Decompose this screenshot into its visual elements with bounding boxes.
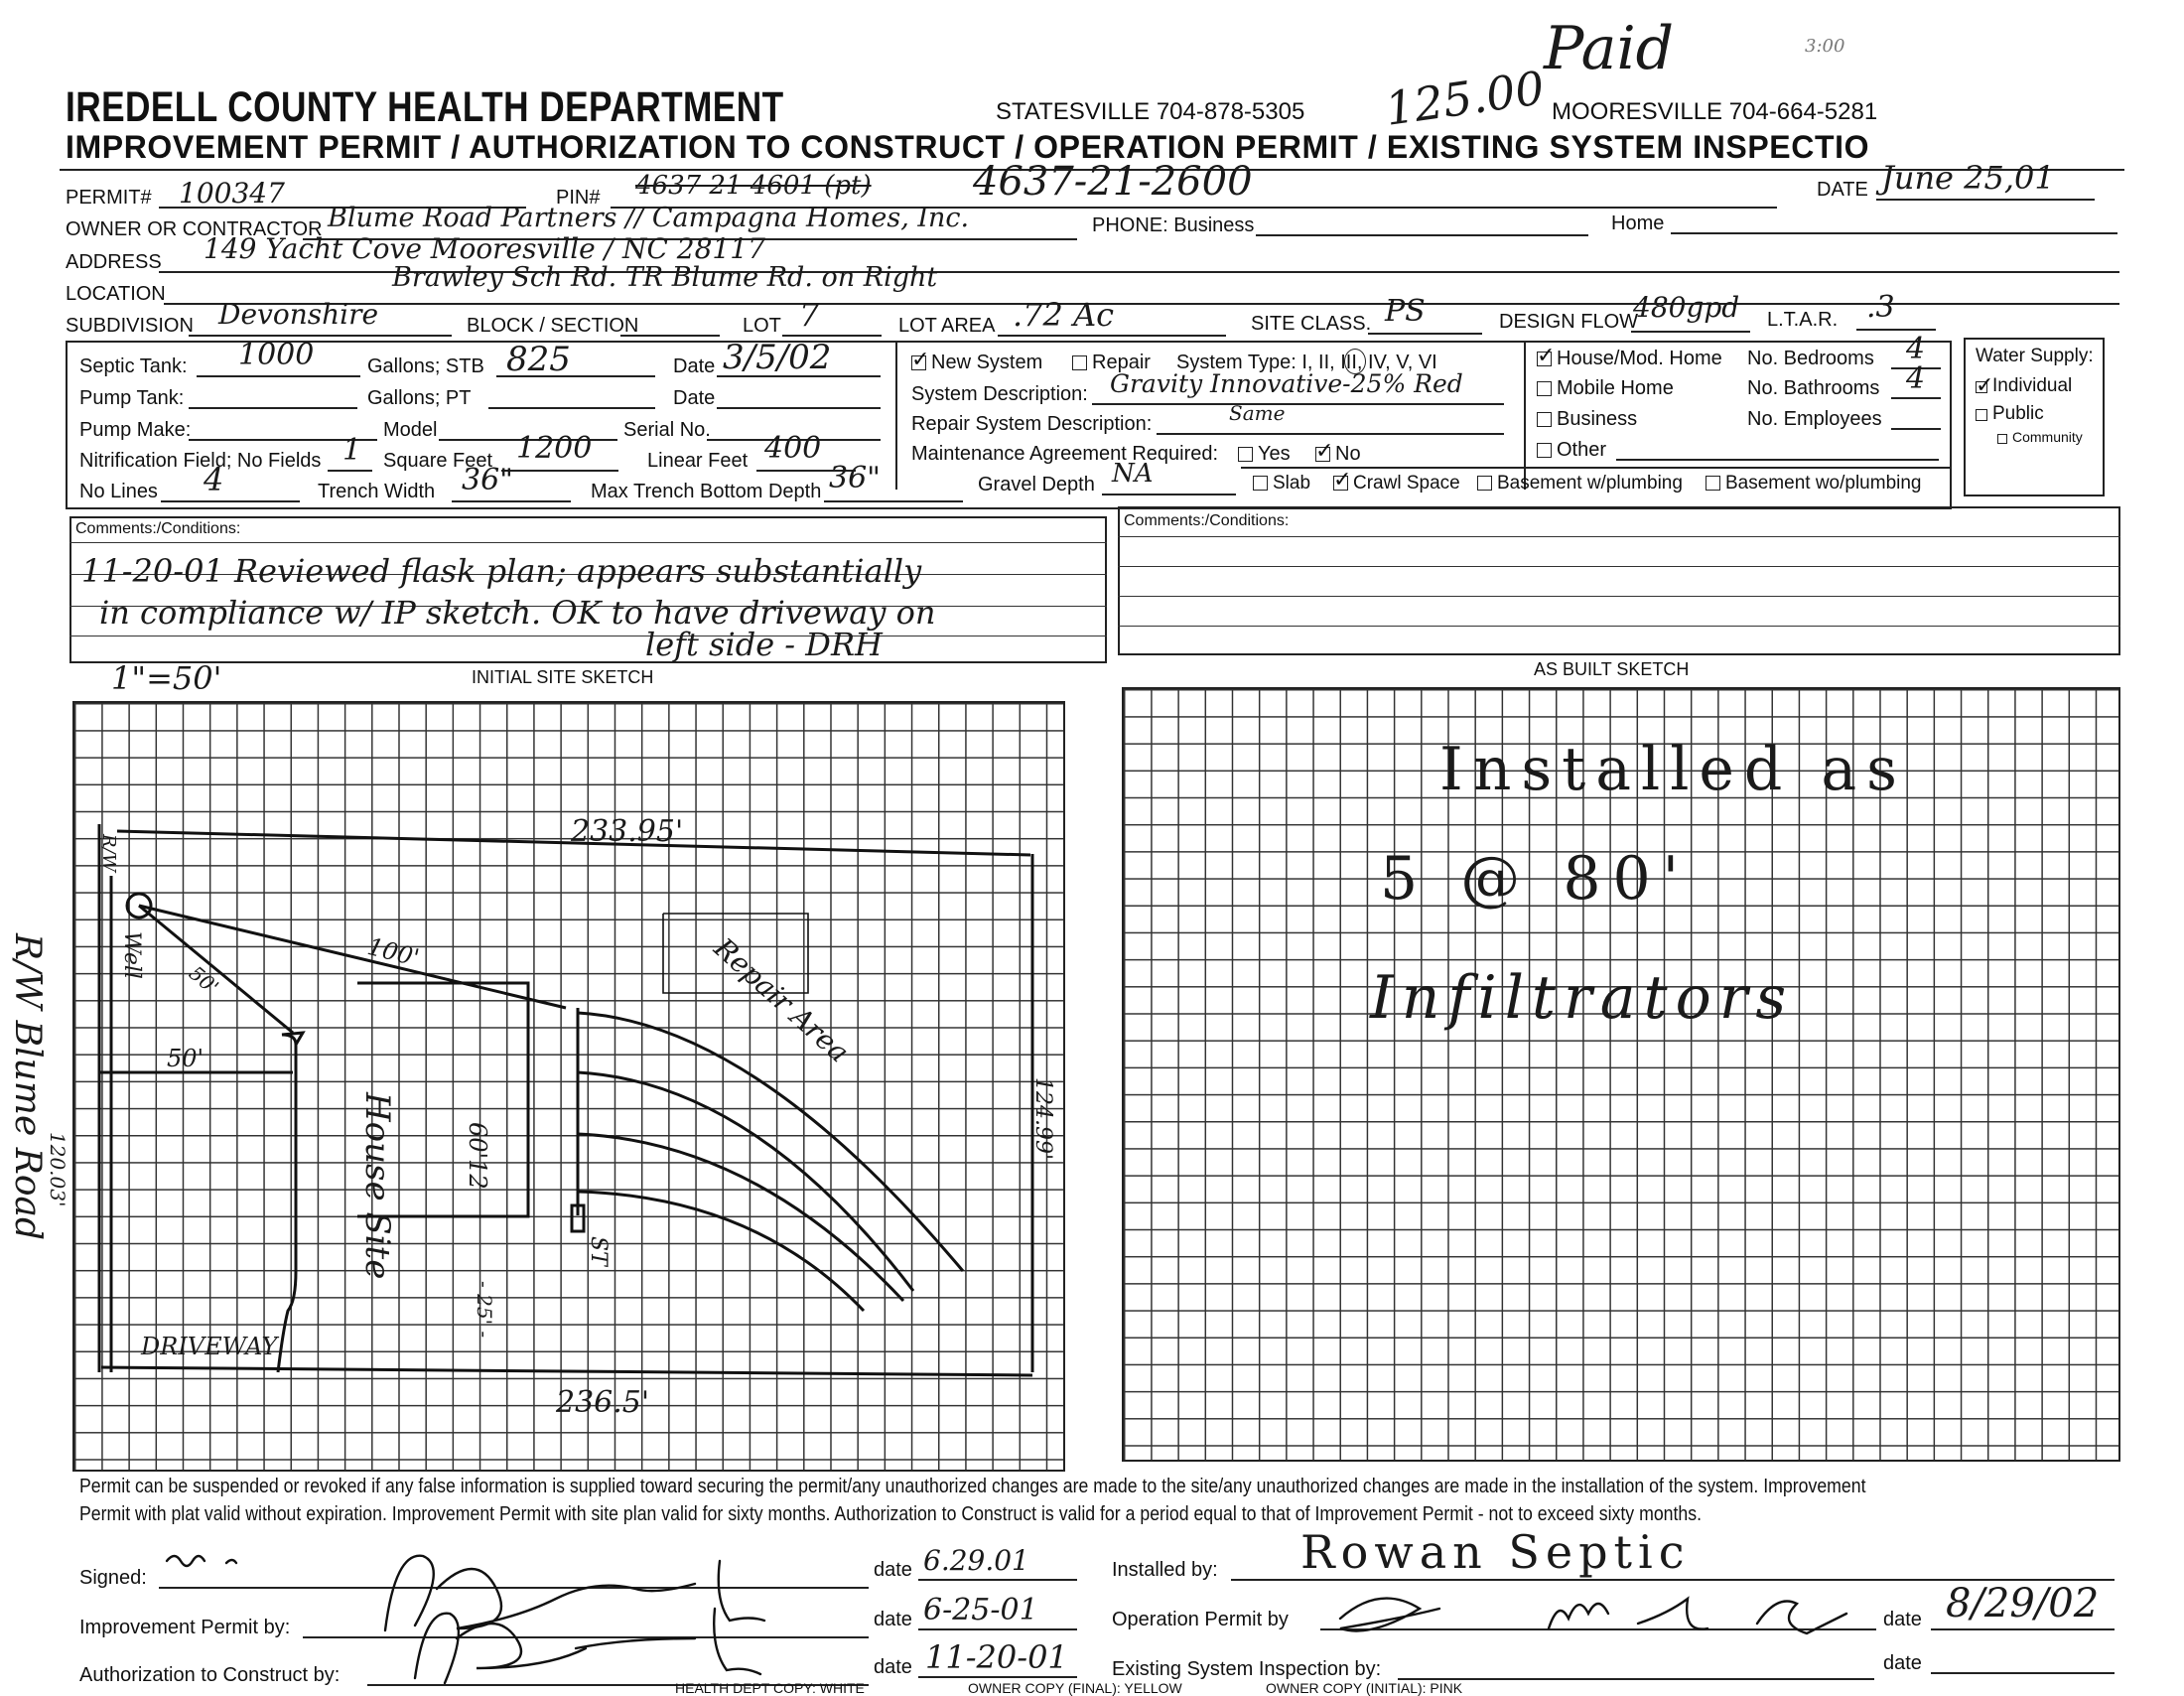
max-depth-label: Max Trench Bottom Depth: [591, 481, 822, 502]
house-option[interactable]: [1537, 348, 1722, 370]
comment-line-3: left side - DRH: [645, 626, 883, 663]
atc-date: 11-20-01: [925, 1638, 1068, 1676]
trench-width-label: Trench Width: [318, 481, 436, 502]
ip-signature: [385, 1556, 764, 1630]
basement-noplumbing-check[interactable]: [1706, 476, 1720, 491]
pin-number: 4637-21-2600: [973, 159, 1253, 205]
phone-home-label: Home: [1611, 212, 1665, 234]
site-class-value: PS: [1385, 294, 1426, 329]
comments-right-label: Comments:/Conditions:: [1124, 512, 1290, 529]
pin-struck-value: 4637 21 4601 (pt): [635, 171, 872, 201]
slab-check[interactable]: [1253, 476, 1268, 491]
basement-plumbing-option[interactable]: [1477, 473, 1683, 495]
as-built-line-3: Infiltrators: [1370, 963, 1795, 1033]
linear-feet-label: Linear Feet: [647, 450, 749, 472]
system-type-label: System Type: I, II, III, IV, V, VI: [1176, 352, 1437, 373]
signed-label: Signed:: [79, 1567, 147, 1589]
basement-noplumbing-option[interactable]: [1706, 473, 1922, 495]
driveway-label: DRIVEWAY: [141, 1333, 278, 1360]
gallons-stb-label: Gallons; STB: [367, 355, 484, 377]
agency-name: IREDELL COUNTY HEALTH DEPARTMENT: [66, 83, 784, 131]
individual-option[interactable]: [1976, 375, 2072, 397]
copy-yellow: OWNER COPY (FINAL): YELLOW: [968, 1680, 1182, 1696]
owner-value: Blume Road Partners // Campagna Homes, Inc.: [328, 203, 970, 233]
basement-noplumbing-label: Basement wo/plumbing: [1725, 473, 1922, 494]
maintenance-yes-check[interactable]: [1238, 447, 1253, 462]
road-label: R/W Blume Road: [7, 933, 48, 1241]
public-check[interactable]: [1976, 409, 1987, 421]
as-built-title: AS BUILT SKETCH: [1534, 659, 1690, 679]
repair-description-label: Repair System Description:: [911, 413, 1153, 435]
operation-permit-date-label: date: [1883, 1609, 1922, 1630]
fields-value: 1: [342, 433, 362, 468]
address-label: ADDRESS: [66, 251, 162, 273]
authorization-label: Authorization to Construct by:: [79, 1664, 341, 1686]
crawl-space-check[interactable]: [1333, 476, 1348, 491]
line-distance: 100': [364, 932, 423, 972]
crawl-space-option[interactable]: [1333, 473, 1460, 495]
existing-inspection-date-label: date: [1883, 1652, 1922, 1674]
phone-business-label: PHONE: Business: [1092, 214, 1255, 236]
max-depth-value: 36": [829, 461, 881, 495]
location-label: LOCATION: [66, 283, 166, 305]
operation-permit-label: Operation Permit by: [1112, 1609, 1289, 1630]
location-value: Brawley Sch Rd. TR Blume Rd. on Right: [392, 262, 938, 293]
pump-date-label: Date: [673, 387, 716, 409]
house-width-label: 60'12: [464, 1122, 491, 1190]
as-built-line-1: Installed as: [1439, 735, 1907, 804]
house-label: House/Mod. Home: [1557, 348, 1722, 369]
system-description-value: Gravity Innovative-25% Red: [1110, 369, 1463, 398]
gravel-depth-value: NA: [1112, 459, 1154, 489]
bedrooms-label: No. Bedrooms: [1747, 348, 1874, 369]
statesville-phone: STATESVILLE 704-878-5305: [996, 98, 1305, 125]
septic-tank-value: 1000: [238, 338, 315, 372]
mooresville-phone: MOORESVILLE 704-664-5281: [1552, 98, 1878, 125]
permit-date: June 25,01: [1881, 159, 2055, 197]
permit-label: PERMIT#: [66, 187, 152, 209]
inspector-signatures: [0, 0, 1092, 1689]
bathrooms-label: No. Bathrooms: [1747, 377, 1880, 399]
paid-note: Paid: [1544, 14, 1675, 83]
water-supply-title: Water Supply:: [1976, 346, 2094, 366]
date-label: DATE: [1817, 179, 1868, 201]
tank-date-value: 3/5/02: [723, 338, 832, 377]
operation-permit-date: 8/29/02: [1946, 1581, 2100, 1626]
linear-feet-value: 400: [764, 431, 822, 466]
pin-label: PIN#: [556, 187, 601, 209]
nitrification-label: Nitrification Field; No Fields: [79, 450, 322, 472]
pump-make-label: Pump Make:: [79, 419, 192, 441]
subdivision-value: Devonshire: [218, 298, 379, 331]
mobile-home-check[interactable]: [1537, 381, 1552, 396]
copy-white: HEALTH DEPT COPY: WHITE: [675, 1680, 865, 1696]
corner-note: 3:00: [1805, 36, 1845, 57]
top-dimension: 233.95': [571, 814, 684, 849]
maintenance-yes[interactable]: [1238, 443, 1291, 466]
business-label: Business: [1557, 408, 1638, 430]
lot-area-value: .72 Ac: [1013, 296, 1115, 334]
crawl-space-label: Crawl Space: [1353, 473, 1460, 494]
ltar-value: .3: [1866, 290, 1895, 325]
signed-date-label: date: [874, 1559, 912, 1581]
individual-check[interactable]: [1976, 381, 1987, 393]
bathrooms-value: 4: [1906, 361, 1926, 396]
lot-area-label: LOT AREA: [898, 315, 996, 337]
slab-option[interactable]: [1253, 473, 1310, 495]
gravel-depth-label: Gravel Depth: [978, 474, 1095, 495]
basement-plumbing-check[interactable]: [1477, 476, 1492, 491]
serial-label: Serial No.: [623, 419, 711, 441]
no-lines-label: No Lines: [79, 481, 158, 502]
lot-value: 7: [799, 296, 820, 334]
maintenance-no-check[interactable]: [1315, 447, 1330, 462]
square-feet-value: 1200: [516, 431, 593, 466]
left-dimension: 120.03': [46, 1132, 69, 1207]
signed-scribble: [167, 1556, 236, 1566]
square-feet-label: Square Feet: [383, 450, 493, 472]
ltar-label: L.T.A.R.: [1767, 309, 1839, 331]
right-dimension: 124.99': [1030, 1077, 1055, 1161]
repair-area-label: Repair Area: [707, 931, 856, 1069]
installed-by-label: Installed by:: [1112, 1559, 1218, 1581]
other-check[interactable]: [1537, 443, 1552, 458]
as-built-line-2: 5 @ 80': [1380, 844, 1692, 914]
maintenance-no-label: No: [1335, 443, 1361, 465]
individual-label: Individual: [1992, 375, 2073, 396]
comments-left-label: Comments:/Conditions:: [75, 520, 241, 537]
gallons-pt-label: Gallons; PT: [367, 387, 472, 409]
setback-label: - 25' -: [473, 1281, 496, 1339]
fee-note: 125.00: [1382, 61, 1548, 136]
new-system-label: New System: [931, 352, 1043, 373]
design-flow-label: DESIGN FLOW: [1499, 311, 1639, 333]
basement-plumbing-label: Basement w/plumbing: [1497, 473, 1683, 494]
ip-date: 6-25-01: [923, 1593, 1038, 1627]
well-label: Well: [119, 931, 144, 979]
other-option[interactable]: [1537, 439, 1606, 462]
no-lines-value: 4: [204, 461, 224, 498]
business-check[interactable]: [1537, 412, 1552, 427]
existing-inspection-label: Existing System Inspection by:: [1112, 1658, 1382, 1680]
permit-number: 100347: [179, 177, 285, 210]
repair-label: Repair: [1092, 352, 1151, 373]
mobile-home-label: Mobile Home: [1557, 377, 1674, 399]
septic-tank-label: Septic Tank:: [79, 355, 188, 377]
sketch-scale: 1"=50': [111, 659, 222, 697]
atc-signature: [415, 1609, 760, 1683]
maintenance-yes-label: Yes: [1258, 443, 1291, 465]
row-label: R/W: [98, 834, 119, 873]
ip-date-label: date: [874, 1609, 912, 1630]
tank-date-label: Date: [673, 355, 716, 377]
well-distance: 50': [184, 960, 224, 1000]
pump-tank-label: Pump Tank:: [79, 387, 185, 409]
subdivision-label: SUBDIVISION: [66, 315, 194, 337]
maintenance-label: Maintenance Agreement Required:: [911, 443, 1219, 465]
form-title: IMPROVEMENT PERMIT / AUTHORIZATION TO CONSTRUCT / OPERATION PERMIT / EXISTING SYSTEM INSPECTIO: [66, 129, 1870, 165]
owner-label: OWNER OR CONTRACTOR: [66, 218, 323, 240]
comment-line-1: 11-20-01 Reviewed flask plan; appears substantially: [81, 552, 922, 590]
comment-line-2: in compliance w/ IP sketch. OK to have driveway on: [99, 594, 936, 632]
bedrooms-value: 4: [1906, 332, 1926, 366]
block-section-label: BLOCK / SECTION: [467, 315, 639, 337]
stb-value: 825: [506, 340, 571, 379]
initial-sketch-title: INITIAL SITE SKETCH: [472, 667, 654, 687]
public-label: Public: [1992, 403, 2044, 424]
house-check[interactable]: [1537, 352, 1552, 366]
model-label: Model: [383, 419, 438, 441]
maintenance-no[interactable]: [1315, 443, 1361, 466]
public-option[interactable]: [1976, 403, 2044, 425]
operation-permit-signature: [1320, 1579, 1876, 1648]
copy-pink: OWNER COPY (INITIAL): PINK: [1266, 1680, 1463, 1696]
employees-label: No. Employees: [1747, 408, 1882, 430]
bottom-dimension: 236.5': [556, 1385, 650, 1420]
community-check[interactable]: [1997, 434, 2007, 444]
house-site-label: House Site: [357, 1092, 397, 1280]
design-flow-value: 480gpd: [1633, 291, 1740, 324]
business-option[interactable]: [1537, 408, 1637, 431]
system-description-label: System Description:: [911, 383, 1088, 405]
improvement-permit-label: Improvement Permit by:: [79, 1617, 291, 1638]
signed-date: 6.29.01: [923, 1544, 1029, 1577]
trench-width-value: 36": [462, 463, 513, 497]
slab-label: Slab: [1273, 473, 1311, 494]
community-option[interactable]: [1997, 429, 2083, 445]
house-offset-label: 50': [167, 1045, 205, 1072]
atc-date-label: date: [874, 1656, 912, 1678]
other-label: Other: [1557, 439, 1607, 461]
community-label: Community: [2012, 429, 2083, 445]
address-value: 149 Yacht Cove Mooresville / NC 28117: [204, 232, 765, 265]
disclaimer-line-2: Permit with plat valid without expiration. Improvement Permit with site plan valid for sixty months. Authorization to Construct is valid for a period equal to that of Improvement Permit - not to exceed sixty months.: [79, 1503, 1703, 1525]
installed-by-value: Rowan Septic: [1300, 1525, 1691, 1579]
mobile-home-option[interactable]: [1537, 377, 1674, 400]
lot-label: LOT: [743, 315, 781, 337]
repair-description-value: Same: [1229, 401, 1286, 425]
site-class-label: SITE CLASS.: [1251, 313, 1372, 335]
septic-tank-label-sketch: ST: [586, 1236, 611, 1266]
disclaimer-line-1: Permit can be suspended or revoked if any false information is supplied toward securing the permit/any unauthorized changes are made to the site/any unauthorized changes are made in the installation of the system. Improvement: [79, 1476, 1866, 1497]
